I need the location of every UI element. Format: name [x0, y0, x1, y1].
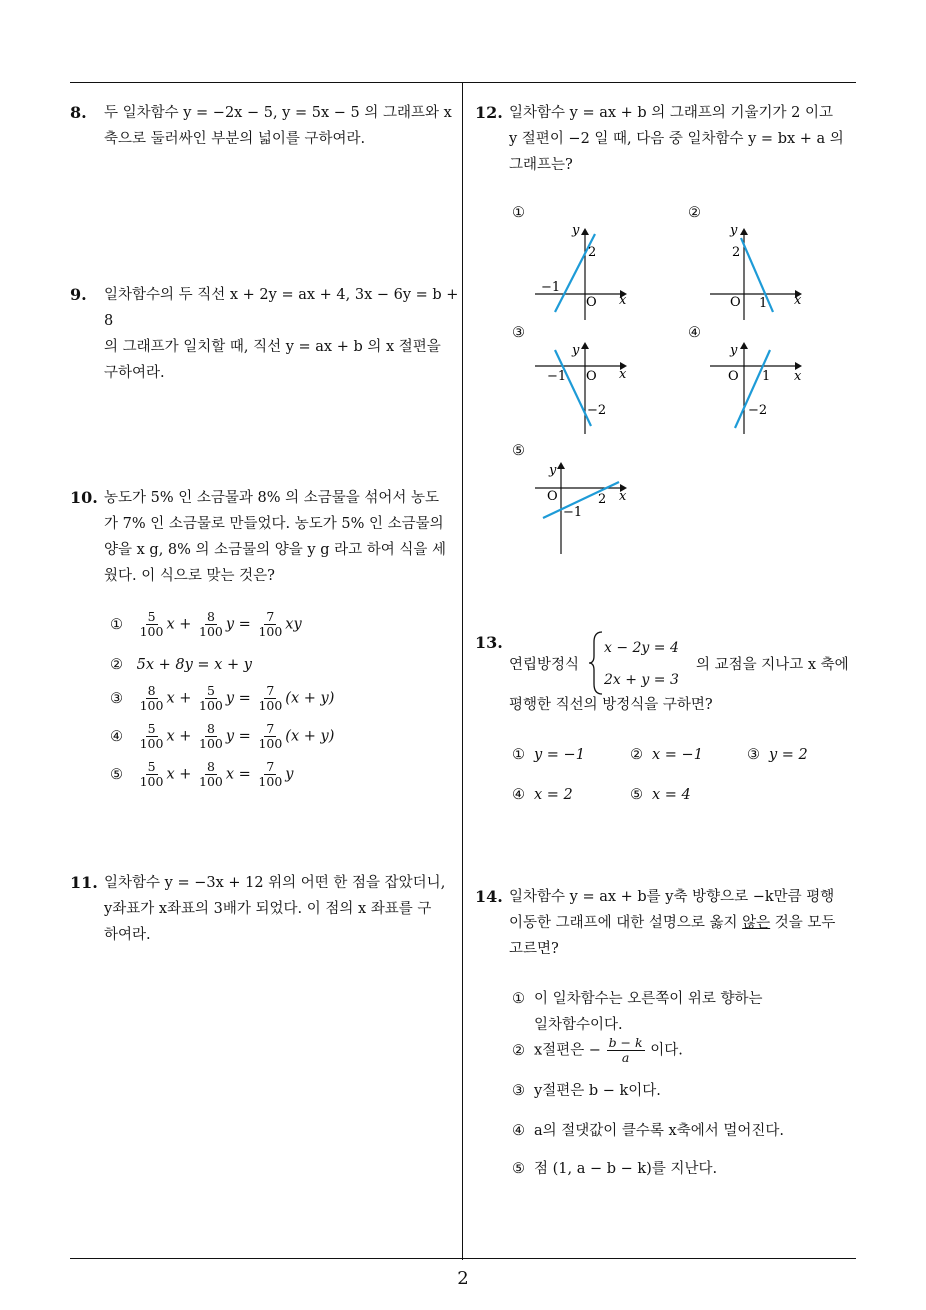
question-number: 8.	[70, 103, 87, 122]
equation-2: 2x + y = 3	[604, 672, 679, 688]
x-axis-label: x	[619, 489, 627, 504]
choice-text: 일차함수이다.	[534, 1017, 623, 1033]
fraction: $\frac{7}{100}$	[258, 683, 283, 713]
question-text: 축으로 둘러싸인 부분의 넓이를 구하여라.	[104, 131, 366, 147]
fraction: $\frac{8}{100}$	[199, 721, 223, 751]
choice-1[interactable]: ① $\frac{5}{100}$ x + $\frac{8}{100}$ y = $\frac{7}{100}$ xy	[110, 609, 302, 639]
tick-label: −1	[547, 369, 567, 384]
choice-1[interactable]	[512, 744, 585, 766]
question-text: 고르면?	[509, 941, 559, 957]
question-text: 일차함수 y = ax + b 의 그래프의 기울기가 2 이고	[509, 105, 834, 121]
question-text: 하여라.	[104, 927, 151, 943]
tick-label: −2	[587, 403, 607, 418]
question-number: 13.	[475, 633, 503, 652]
y-arrow	[581, 228, 589, 235]
graph-choice-3	[535, 338, 645, 438]
fraction: $\frac{7}{100}$	[258, 609, 283, 639]
choice-mark: ②	[630, 747, 643, 763]
top-rule	[70, 82, 856, 83]
choice-2[interactable]	[512, 1036, 683, 1065]
choice-3[interactable]	[747, 744, 808, 766]
y-axis-label: y	[549, 463, 557, 478]
y-axis-label: y	[730, 343, 738, 358]
choice-mark: ⑤	[630, 787, 643, 803]
choice-mark[interactable]: ④	[688, 325, 701, 341]
choice-4[interactable]: ④ $\frac{5}{100}$ x + $\frac{8}{100}$ y = $\frac{7}{100}$ (x + y)	[110, 721, 335, 751]
question-12	[475, 100, 860, 178]
y-axis-label: y	[572, 343, 580, 358]
tick-label: 2	[598, 492, 607, 507]
question-text: 일차함수의 두 직선 x + 2y = ax + 4, 3x − 6y = b + 8	[104, 287, 459, 329]
question-text: 구하여라.	[104, 365, 165, 381]
origin-label: O	[728, 369, 739, 384]
fraction: $\frac{8}{100}$	[139, 683, 164, 713]
graph-choice-5	[535, 458, 645, 558]
question-number: 9.	[70, 285, 87, 304]
tick-label: 1	[762, 369, 771, 384]
choice-3[interactable]: ③ $\frac{8}{100}$ x + $\frac{5}{100}$ y = $\frac{7}{100}$ (x + y)	[110, 683, 335, 713]
question-9	[70, 282, 460, 386]
choice-text: 점 (1, a − b − k)를 지난다.	[534, 1161, 718, 1177]
origin-label: O	[547, 489, 558, 504]
choice-5[interactable]	[512, 1158, 717, 1180]
choice-2[interactable]	[110, 654, 252, 676]
equation-1: x − 2y = 4	[604, 640, 679, 656]
choice-mark: ②	[512, 1042, 525, 1059]
choice-mark: ①	[512, 747, 525, 763]
question-text: 농도가 5% 인 소금물과 8% 의 소금물을 섞어서 농도	[104, 490, 440, 506]
graph-choice-1	[535, 220, 645, 320]
choice-mark: ④	[512, 787, 525, 803]
x-axis-label: x	[794, 369, 802, 384]
choice-mark: ④	[512, 1123, 525, 1139]
question-number: 11.	[70, 873, 98, 892]
choice-mark: ①	[110, 616, 123, 633]
question-8	[70, 100, 460, 152]
choice-mark: ③	[110, 690, 123, 707]
choice-text: x = 2	[534, 787, 573, 803]
y-arrow	[740, 342, 748, 349]
fraction: $\frac{5}{100}$	[139, 609, 164, 639]
choice-text: y절편은 b − k이다.	[534, 1083, 661, 1099]
question-text: 일차함수 y = ax + b를 y축 방향으로 −k만큼 평행	[509, 889, 835, 905]
tick-label: 2	[588, 245, 597, 260]
question-text: 이동한 그래프에 대한 설명으로 옳지 않은 것을 모두	[509, 915, 836, 931]
choice-2[interactable]	[630, 744, 703, 766]
choice-4[interactable]	[512, 1120, 784, 1142]
question-number: 10.	[70, 488, 98, 507]
x-axis-label: x	[619, 293, 627, 308]
choice-mark[interactable]: ①	[512, 205, 525, 221]
x-axis-label: x	[619, 367, 627, 382]
fraction: $\frac{b - k}{a}$	[608, 1035, 643, 1065]
choice-mark[interactable]: ⑤	[512, 443, 525, 459]
question-text: 웠다. 이 식으로 맞는 것은?	[104, 568, 275, 584]
page-number: 2	[457, 1268, 469, 1289]
bottom-rule	[70, 1258, 856, 1259]
choice-5[interactable]	[630, 784, 691, 806]
choice-text: x = 4	[652, 787, 691, 803]
choice-mark: ④	[110, 728, 123, 745]
question-text: 그래프는?	[509, 157, 573, 173]
choice-mark[interactable]: ②	[688, 205, 701, 221]
y-arrow	[581, 342, 589, 349]
x-axis-label: x	[794, 293, 802, 308]
tick-label: −1	[541, 280, 561, 295]
origin-label: O	[730, 295, 741, 310]
fraction: $\frac{5}{100}$	[199, 683, 223, 713]
fraction: $\frac{7}{100}$	[258, 759, 283, 789]
question-text: 양을 x g, 8% 의 소금물의 양을 y g 라고 하여 식을 세	[104, 542, 446, 558]
fraction: $\frac{5}{100}$	[139, 721, 164, 751]
choice-mark: ①	[512, 991, 525, 1007]
question-11	[70, 870, 460, 948]
choice-text: y = 2	[769, 747, 808, 763]
question-text: 가 7% 인 소금물로 만들었다. 농도가 5% 인 소금물의	[104, 516, 444, 532]
graph-choice-4	[710, 338, 820, 438]
question-text: 연립방정식	[509, 657, 580, 673]
choice-text: 이다.	[650, 1042, 683, 1059]
choice-text: 이 일차함수는 오른쪽이 위로 향하는	[534, 991, 763, 1007]
origin-label: O	[586, 295, 597, 310]
choice-mark: ⑤	[110, 766, 123, 783]
tick-label: 2	[732, 245, 741, 260]
underlined-word: 않은	[742, 915, 771, 931]
question-text: y 절편이 −2 일 때, 다음 중 일차함수 y = bx + a 의	[509, 131, 844, 147]
choice-3[interactable]	[512, 1080, 661, 1102]
question-text: 의 교점을 지나고 x 축에	[696, 657, 849, 673]
column-divider	[462, 82, 463, 1260]
choice-mark: ②	[110, 657, 123, 673]
question-14	[475, 884, 860, 962]
fraction: $\frac{8}{100}$	[199, 759, 223, 789]
choice-text: 5x + 8y = x + y	[136, 657, 252, 673]
y-arrow	[557, 462, 565, 469]
graph-choice-2	[710, 220, 820, 320]
question-text: 일차함수 y = −3x + 12 위의 어떤 한 점을 잡았더니,	[104, 875, 446, 891]
fraction: $\frac{5}{100}$	[139, 759, 164, 789]
choice-text: y = −1	[534, 747, 585, 763]
graph-line	[741, 238, 773, 312]
choice-text: x = −1	[652, 747, 703, 763]
y-arrow	[740, 228, 748, 235]
choice-4[interactable]	[512, 784, 573, 806]
fraction: $\frac{8}{100}$	[199, 609, 223, 639]
tick-label: 1	[759, 296, 768, 311]
fraction: $\frac{7}{100}$	[258, 721, 283, 751]
question-text: 의 그래프가 일치할 때, 직선 y = ax + b 의 x 절편을	[104, 339, 441, 355]
origin-label: O	[586, 369, 597, 384]
choice-text: x절편은 −	[534, 1042, 601, 1059]
choice-1[interactable]	[512, 986, 763, 1038]
y-axis-label: y	[730, 223, 738, 238]
choice-mark[interactable]: ③	[512, 325, 525, 341]
question-10	[70, 485, 460, 589]
choice-mark: ⑤	[512, 1161, 525, 1177]
choice-mark: ③	[512, 1083, 525, 1099]
question-number: 14.	[475, 887, 503, 906]
choice-text: a의 절댓값이 클수록 x축에서 멀어진다.	[534, 1123, 784, 1139]
tick-label: −1	[563, 505, 583, 520]
choice-5[interactable]: ⑤ $\frac{5}{100}$ x + $\frac{8}{100}$ x = $\frac{7}{100}$ y	[110, 759, 294, 789]
tick-label: −2	[748, 403, 768, 418]
question-text: 평행한 직선의 방정식을 구하면?	[509, 697, 713, 713]
brace-icon	[588, 630, 604, 696]
choice-mark: ③	[747, 747, 760, 763]
y-axis-label: y	[572, 223, 580, 238]
question-number: 12.	[475, 103, 503, 122]
question-text: 두 일차함수 y = −2x − 5, y = 5x − 5 의 그래프와 x	[104, 105, 452, 121]
question-text: y좌표가 x좌표의 3배가 되었다. 이 점의 x 좌표를 구	[104, 901, 432, 917]
